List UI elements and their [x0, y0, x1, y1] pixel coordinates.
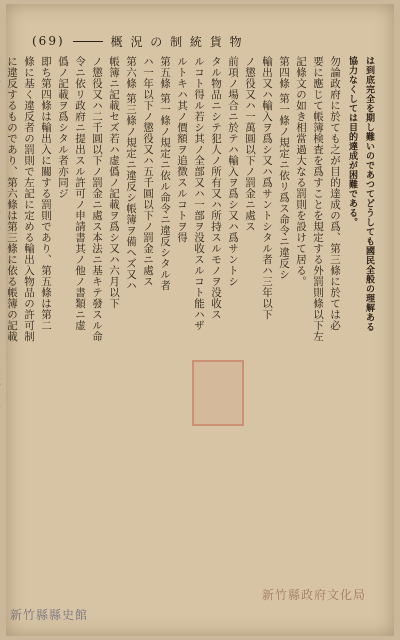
text-column: 前項ノ場合ニ於テハ輸入ヲ爲シ又ハ爲サントシ	[227, 56, 239, 287]
page-header	[32, 30, 382, 52]
text-column: 輸出又ハ輸入ヲ爲シ又ハ爲サントシタル者ハ三年以下	[261, 56, 273, 320]
text-column: 第六條 第三條ノ規定ニ違反シ帳簿ヲ備ヘズ又ハ	[125, 56, 137, 291]
text-column: 記條文の如き相當過大なる罰則を設けて居る。	[295, 56, 307, 287]
text-column: 第四條 第一條ノ規定ニ依リ爲ス命令ニ違反シ	[278, 56, 290, 280]
text-column: ルコト得ル若シ其ノ全部又ハ一部ヲ没收スルコト能ハザ	[193, 56, 205, 331]
text-column: は到底完全を期し難いのであつてどうしても國民全般の理解ある	[364, 56, 374, 332]
text-column: 即ち第四條は輸出入に關する罰則であり、第五條は第二	[40, 56, 52, 331]
text-column: 第五條 第一條ノ規定ニ依ル命令ニ違反シタル者	[159, 56, 171, 291]
header-rule	[73, 41, 103, 42]
text-column: ノ懲役又ハ一萬圓以下ノ罰金ニ處ス	[244, 56, 256, 232]
text-column: 令ニ依リ政府ニ提出スル許可ノ申請書其ノ他ノ書類ニ虚	[74, 56, 86, 331]
text-column: 要に應じて帳簿検査を爲すことを規定する外罰則條以下左	[312, 56, 324, 342]
text-column: 條に基く違反者の罰則で左記に定める輸出入物品の許可制	[23, 56, 35, 342]
archive-stamp: 新竹縣縣史館	[10, 608, 89, 622]
text-column: ハ一年以下ノ懲役又ハ五千圓以下ノ罰金ニ處ス	[142, 56, 154, 287]
running-title: 概 況 の 制 統 貨 物	[110, 34, 244, 49]
text-column: 勿論政府に於ても之が目的達成の爲、第三條に於ては必	[329, 56, 341, 331]
archive-watermark: 新竹縣政府文化局	[262, 588, 367, 602]
page-number: (69)	[32, 34, 65, 48]
text-column: 帳簿ニ記載セズ若ハ虚僞ノ記載ヲ爲シ又ハ六月以下	[108, 56, 120, 309]
text-column: タル物品ニシテ犯人ノ所有又ハ所持スルモノヲ没收ス	[210, 56, 222, 320]
text-column: ノ懲役又ハ二千圓以下ノ罰金ニ處ス本法ニ基キテ發スル命	[91, 56, 103, 342]
text-column: 僞ノ記載ヲ爲シタル者亦同ジ	[57, 56, 69, 199]
text-column	[0, 56, 2, 616]
text-column: に違反するものであり、第六條は第三條に依る帳簿の記載	[6, 56, 18, 342]
text-column: ルトキハ其ノ價額ヲ追徴スルコトヲ得	[176, 56, 188, 243]
text-column: 協力なくしては目的達成が困難である。	[347, 56, 357, 227]
